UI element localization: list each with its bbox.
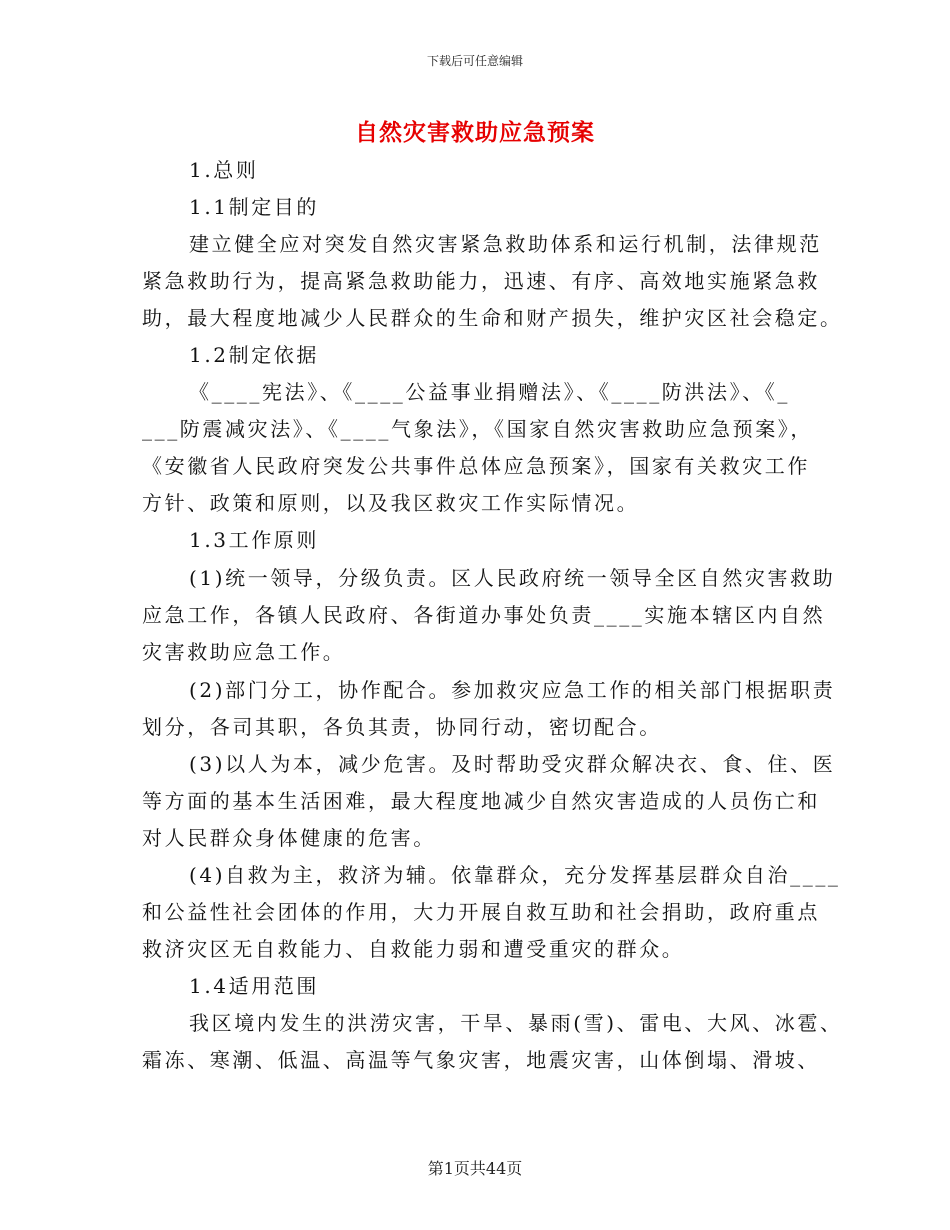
document-title: 自然灾害救助应急预案	[355, 119, 595, 146]
paragraph-line: 应急工作，各镇人民政府、各街道办事处负责____实施本辖区内自然	[142, 603, 826, 627]
paragraph-line: 划分，各司其职，各负其责，协同行动，密切配合。	[142, 715, 662, 739]
paragraph-line: 《____宪法》、《____公益事业捐赠法》、《____防洪法》、《_	[189, 380, 790, 404]
paragraph-line: 《安徽省人民政府突发公共事件总体应急预案》，国家有关救灾工作	[142, 454, 810, 478]
section-heading: 1.4适用范围	[189, 974, 320, 998]
paragraph-line: 助，最大程度地减少人民群众的生命和财产损失，维护灾区社会稳定。	[142, 306, 843, 330]
paragraph-line: (1)统一领导，分级负责。区人民政府统一领导全区自然灾害救助	[189, 566, 836, 590]
paragraph-line: 救济灾区无自救能力、自救能力弱和遭受重灾的群众。	[142, 937, 685, 961]
section-heading: 1.3工作原则	[189, 528, 320, 552]
paragraph-line: 对人民群众身体健康的危害。	[142, 826, 436, 850]
paragraph-line: (4)自救为主，救济为辅。依靠群众，充分发挥基层群众自治____	[189, 863, 841, 887]
paragraph-line: (2)部门分工，协作配合。参加救灾应急工作的相关部门根据职责	[189, 678, 836, 702]
paragraph-line: 建立健全应对突发自然灾害紧急救助体系和运行机制，法律规范	[189, 232, 822, 256]
paragraph-line: 紧急救助行为，提高紧急救助能力，迅速、有序、高效地实施紧急救	[142, 269, 820, 293]
section-heading: 1.总则	[189, 158, 259, 182]
paragraph-line: 霜冻、寒潮、低温、高温等气象灾害，地震灾害，山体倒塌、滑坡、	[142, 1048, 820, 1072]
paragraph-line: 灾害救助应急工作。	[142, 640, 346, 664]
paragraph-line: 和公益性社会团体的作用，大力开展自救互助和社会捐助，政府重点	[142, 900, 820, 924]
paragraph-line: 方针、政策和原则，以及我区救灾工作实际情况。	[142, 491, 640, 515]
section-heading: 1.2制定依据	[189, 343, 320, 367]
header-note: 下载后可任意编辑	[426, 54, 523, 68]
page-number: 第1页共44页	[427, 1159, 523, 1178]
section-heading: 1.1制定目的	[189, 195, 320, 219]
paragraph-line: ___防震减灾法》、《____气象法》，《国家自然灾害救助应急预案》，	[142, 417, 813, 441]
paragraph-line: 我区境内发生的洪涝灾害，干旱、暴雨(雪)、雷电、大风、冰雹、	[189, 1011, 843, 1035]
paragraph-line: (3)以人为本，减少危害。及时帮助受灾群众解决衣、食、住、医	[189, 752, 836, 776]
paragraph-line: 等方面的基本生活困难，最大程度地减少自然灾害造成的人员伤亡和	[142, 789, 820, 813]
